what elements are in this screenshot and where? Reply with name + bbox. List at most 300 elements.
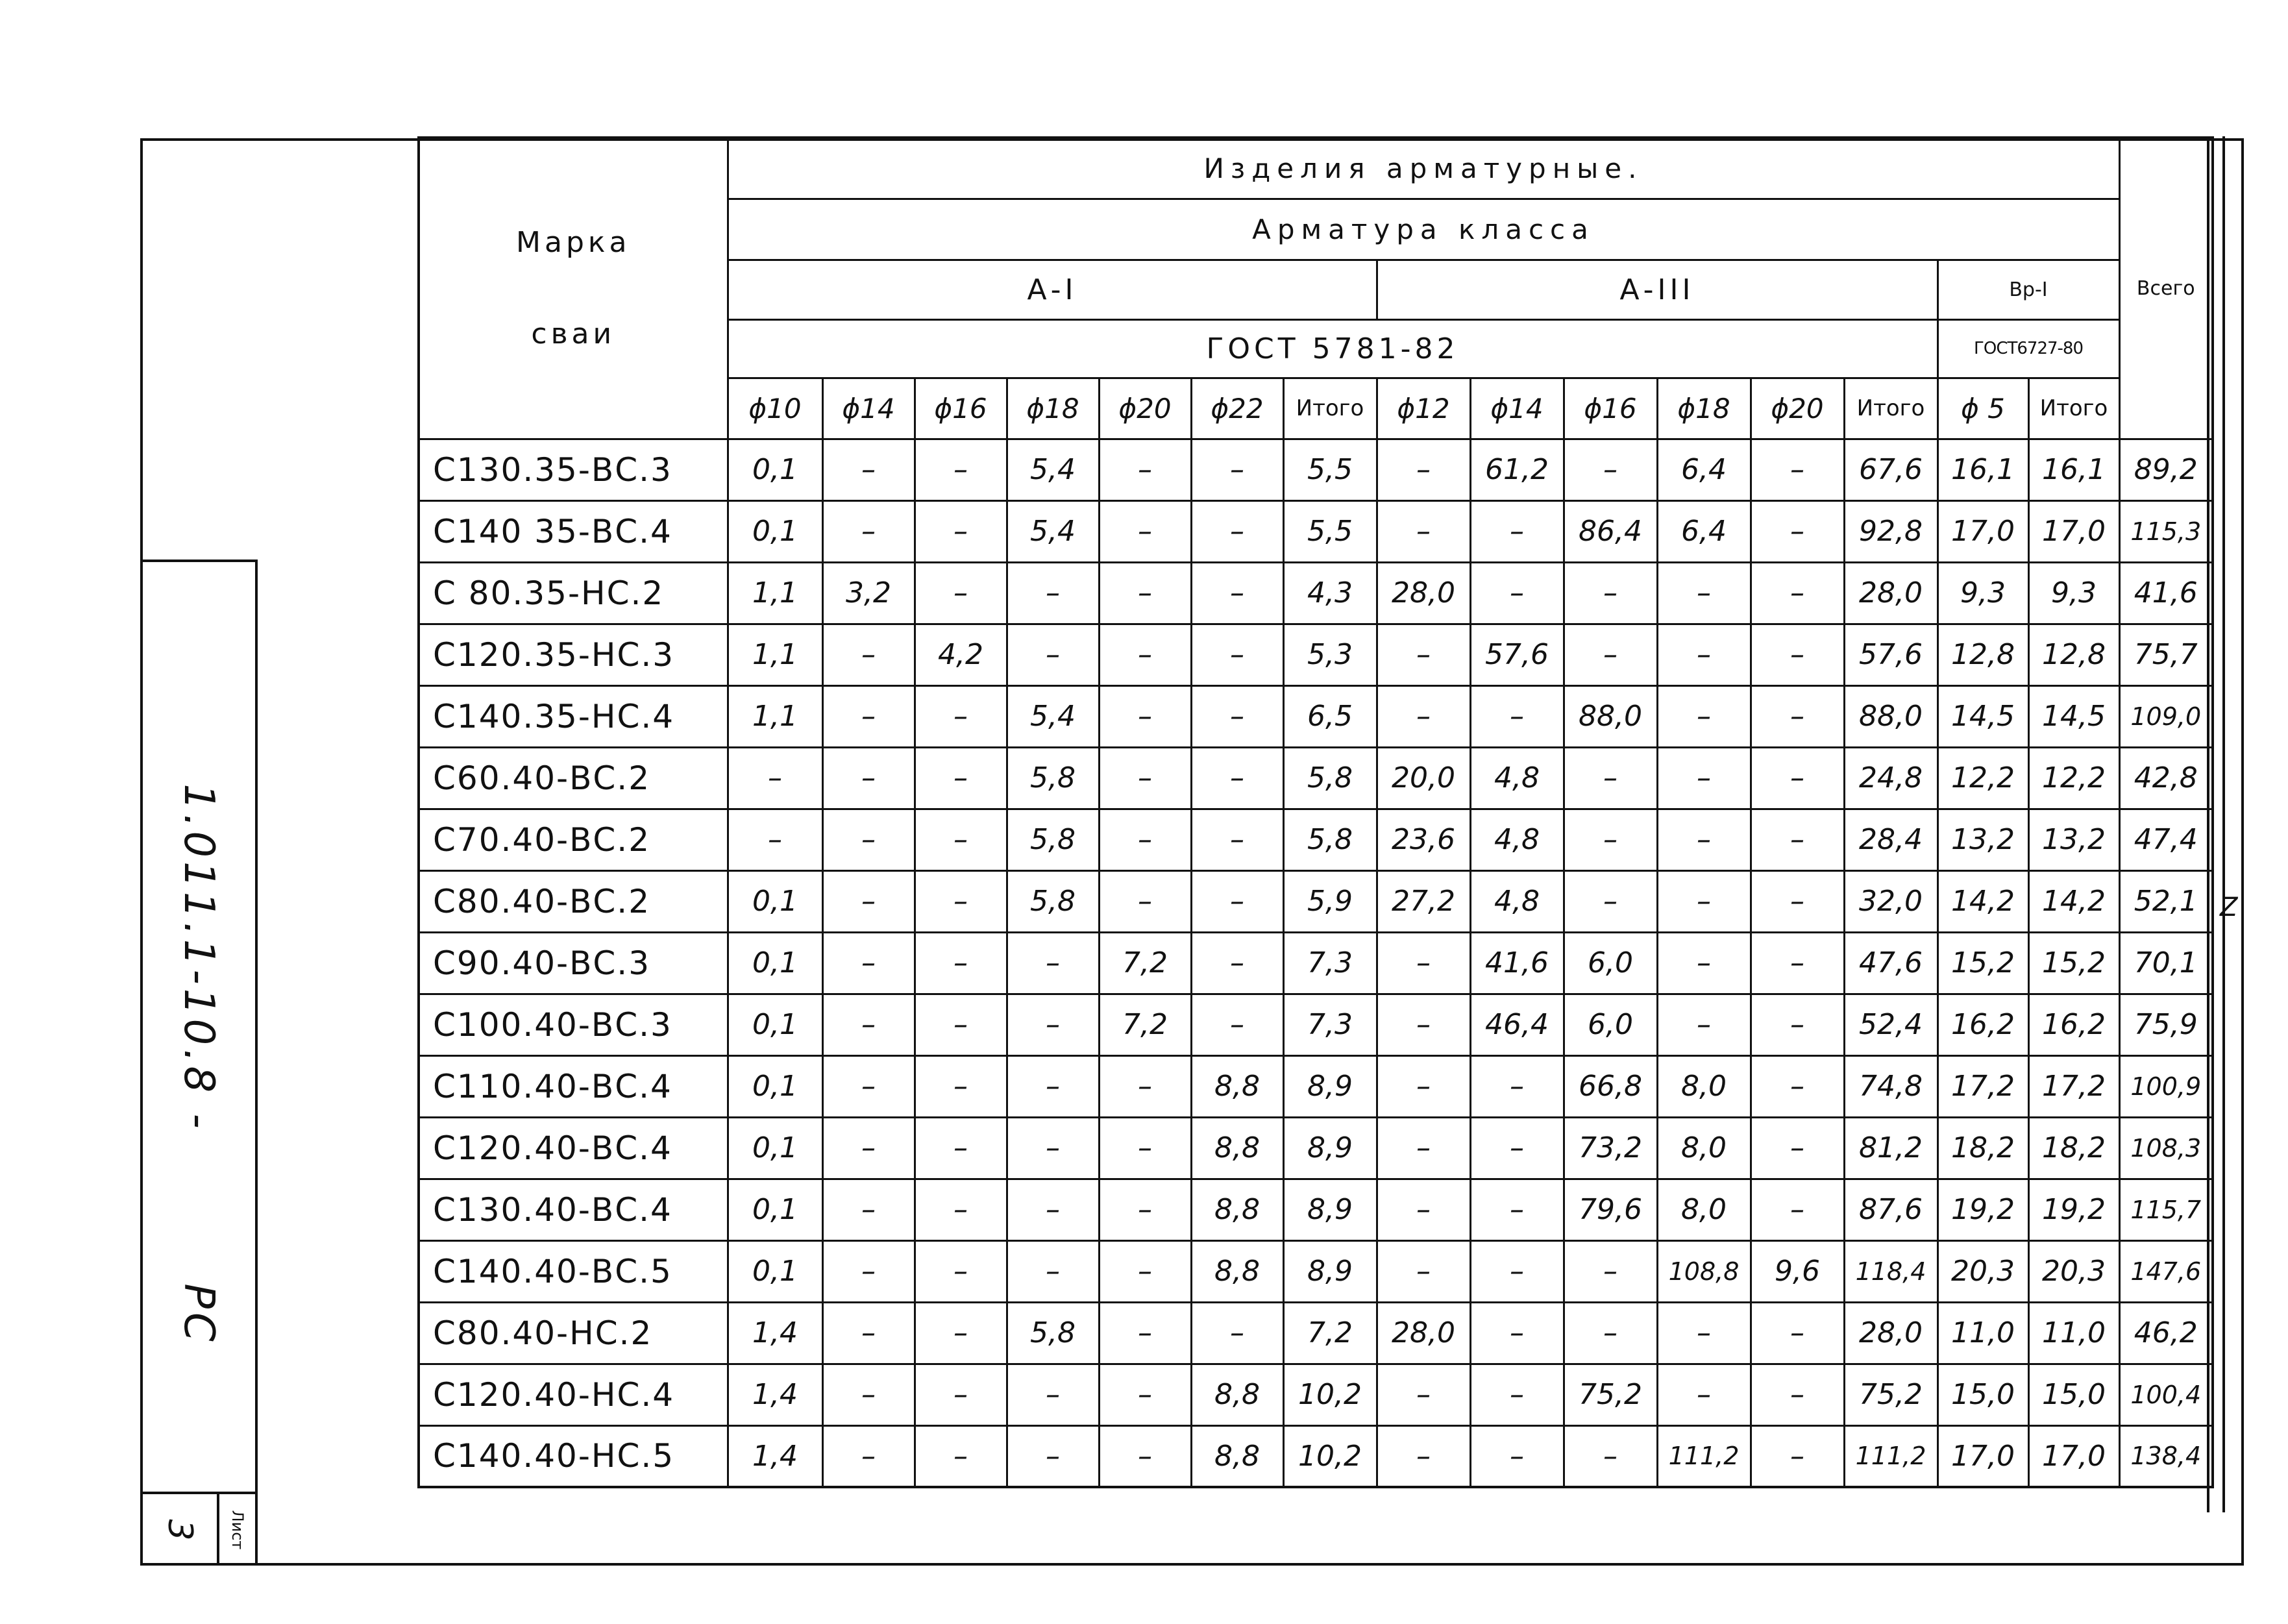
table-cell: 5,8 bbox=[1007, 747, 1099, 809]
table-cell: 5,9 bbox=[1283, 870, 1377, 932]
table-cell: – bbox=[1191, 562, 1283, 624]
table-cell: – bbox=[1007, 624, 1099, 685]
table-cell: – bbox=[915, 747, 1007, 809]
table-cell: – bbox=[1657, 932, 1751, 994]
table-cell: – bbox=[1191, 624, 1283, 685]
table-cell: 5,8 bbox=[1007, 1302, 1099, 1364]
table-cell: 1,4 bbox=[728, 1302, 822, 1364]
table-cell: – bbox=[1191, 747, 1283, 809]
table-cell: – bbox=[1470, 1240, 1564, 1302]
table-cell: 1,1 bbox=[728, 685, 822, 747]
rebar-class-header: Арматура класса bbox=[728, 199, 2119, 260]
table-row bbox=[419, 1179, 2213, 1240]
table-cell: – bbox=[1099, 809, 1191, 870]
pile-mark: С120.40-НС.4 bbox=[419, 1364, 728, 1425]
right-rail-line-inner bbox=[2222, 136, 2225, 1512]
table-cell: 1,1 bbox=[728, 624, 822, 685]
table-row bbox=[419, 1117, 2213, 1179]
table-cell: 0,1 bbox=[728, 1179, 822, 1240]
table-cell: 0,1 bbox=[728, 932, 822, 994]
table-cell: 16,2 bbox=[2028, 994, 2119, 1055]
table-cell: 5,8 bbox=[1283, 809, 1377, 870]
table-cell: – bbox=[1191, 870, 1283, 932]
table-cell: – bbox=[1470, 1055, 1564, 1117]
table-cell: – bbox=[1007, 1240, 1099, 1302]
gost-a-header: ГОСТ 5781-82 bbox=[728, 319, 1937, 378]
table-cell: 5,4 bbox=[1007, 685, 1099, 747]
table-cell: 7,2 bbox=[1099, 994, 1191, 1055]
table-cell: 5,8 bbox=[1283, 747, 1377, 809]
table-cell: – bbox=[822, 439, 915, 500]
pile-mark: С 80.35-НС.2 bbox=[419, 562, 728, 624]
table-cell: – bbox=[1099, 1425, 1191, 1487]
table-cell: 16,1 bbox=[2028, 439, 2119, 500]
diameter-header-12: Итого bbox=[1844, 378, 1937, 439]
mark-header-line2: сваи bbox=[531, 317, 616, 351]
table-cell: 8,8 bbox=[1191, 1240, 1283, 1302]
sheet-label: Лист bbox=[228, 1510, 247, 1550]
table-cell: 7,2 bbox=[1283, 1302, 1377, 1364]
table-cell: – bbox=[1751, 932, 1844, 994]
table-cell: 138,4 bbox=[2119, 1425, 2213, 1487]
table-cell: – bbox=[1377, 685, 1470, 747]
table-cell: 1,4 bbox=[728, 1364, 822, 1425]
table-cell: – bbox=[728, 809, 822, 870]
pile-mark: С90.40-ВС.3 bbox=[419, 932, 728, 994]
table-cell: – bbox=[822, 932, 915, 994]
table-cell: – bbox=[1377, 994, 1470, 1055]
table-cell: – bbox=[1377, 1055, 1470, 1117]
table-cell: 0,1 bbox=[728, 1055, 822, 1117]
table-cell: 12,2 bbox=[2028, 747, 2119, 809]
table-cell: 9,3 bbox=[1937, 562, 2028, 624]
table-row bbox=[419, 1055, 2213, 1117]
table-cell: 17,0 bbox=[2028, 1425, 2119, 1487]
table-cell: 14,2 bbox=[2028, 870, 2119, 932]
table-cell: 12,2 bbox=[1937, 747, 2028, 809]
table-cell: 7,3 bbox=[1283, 932, 1377, 994]
table-cell: 74,8 bbox=[1844, 1055, 1937, 1117]
table-cell: 12,8 bbox=[1937, 624, 2028, 685]
table-cell: – bbox=[1099, 1179, 1191, 1240]
table-cell: – bbox=[1751, 685, 1844, 747]
table-cell: – bbox=[1191, 685, 1283, 747]
table-cell: – bbox=[822, 624, 915, 685]
table-cell: 28,0 bbox=[1844, 562, 1937, 624]
table-cell: – bbox=[1007, 1179, 1099, 1240]
pile-mark: С100.40-ВС.3 bbox=[419, 994, 728, 1055]
table-cell: – bbox=[1657, 1364, 1751, 1425]
table-cell: – bbox=[822, 500, 915, 562]
table-cell: 12,8 bbox=[2028, 624, 2119, 685]
diameter-header-0: ϕ10 bbox=[728, 378, 822, 439]
table-cell: 16,1 bbox=[1937, 439, 2028, 500]
table-row bbox=[419, 809, 2213, 870]
table-cell: 5,4 bbox=[1007, 500, 1099, 562]
table-cell: – bbox=[915, 1425, 1007, 1487]
table-cell: 10,2 bbox=[1283, 1364, 1377, 1425]
table-cell: 6,0 bbox=[1564, 932, 1657, 994]
table-cell: – bbox=[915, 1179, 1007, 1240]
table-cell: 19,2 bbox=[2028, 1179, 2119, 1240]
table-cell: – bbox=[1470, 1179, 1564, 1240]
table-cell: 89,2 bbox=[2119, 439, 2213, 500]
table-cell: – bbox=[1470, 562, 1564, 624]
diameter-header-14: Итого bbox=[2028, 378, 2119, 439]
table-cell: 108,8 bbox=[1657, 1240, 1751, 1302]
table-cell: – bbox=[1564, 439, 1657, 500]
table-cell: – bbox=[1007, 1117, 1099, 1179]
pile-mark: С120.40-ВС.4 bbox=[419, 1117, 728, 1179]
table-cell: 6,5 bbox=[1283, 685, 1377, 747]
table-cell: – bbox=[1191, 439, 1283, 500]
table-cell: – bbox=[1751, 500, 1844, 562]
table-cell: – bbox=[822, 1302, 915, 1364]
pile-mark: С80.40-ВС.2 bbox=[419, 870, 728, 932]
table-cell: – bbox=[822, 809, 915, 870]
table-cell: 14,5 bbox=[1937, 685, 2028, 747]
table-cell: – bbox=[1470, 1425, 1564, 1487]
table-cell: 42,8 bbox=[2119, 747, 2213, 809]
diameter-header-9: ϕ16 bbox=[1564, 378, 1657, 439]
table-row bbox=[419, 500, 2213, 562]
table-cell: 100,9 bbox=[2119, 1055, 2213, 1117]
diameter-header-1: ϕ14 bbox=[822, 378, 915, 439]
table-cell: – bbox=[822, 870, 915, 932]
table-cell: 111,2 bbox=[1657, 1425, 1751, 1487]
table-cell: – bbox=[1751, 1117, 1844, 1179]
table-cell: – bbox=[1377, 500, 1470, 562]
table-row bbox=[419, 747, 2213, 809]
table-cell: – bbox=[1564, 747, 1657, 809]
table-cell: – bbox=[1007, 932, 1099, 994]
table-cell: – bbox=[915, 809, 1007, 870]
table-cell: 5,5 bbox=[1283, 439, 1377, 500]
table-cell: 0,1 bbox=[728, 1117, 822, 1179]
table-cell: 18,2 bbox=[2028, 1117, 2119, 1179]
table-cell: – bbox=[1751, 1302, 1844, 1364]
table-cell: 5,8 bbox=[1007, 809, 1099, 870]
pile-mark: С60.40-ВС.2 bbox=[419, 747, 728, 809]
table-cell: 88,0 bbox=[1564, 685, 1657, 747]
table-cell: – bbox=[1099, 562, 1191, 624]
table-cell: 16,2 bbox=[1937, 994, 2028, 1055]
table-row bbox=[419, 994, 2213, 1055]
table-cell: – bbox=[1751, 1425, 1844, 1487]
diameter-header-5: ϕ22 bbox=[1191, 378, 1283, 439]
table-cell: – bbox=[915, 500, 1007, 562]
table-cell: – bbox=[1564, 870, 1657, 932]
pile-mark: С140.40-ВС.5 bbox=[419, 1240, 728, 1302]
table-cell: 17,2 bbox=[2028, 1055, 2119, 1117]
table-cell: – bbox=[822, 994, 915, 1055]
table-cell: – bbox=[915, 994, 1007, 1055]
table-cell: 70,1 bbox=[2119, 932, 2213, 994]
table-cell: 4,8 bbox=[1470, 747, 1564, 809]
diameter-header-10: ϕ18 bbox=[1657, 378, 1751, 439]
table-cell: – bbox=[822, 1364, 915, 1425]
table-cell: 9,3 bbox=[2028, 562, 2119, 624]
table-cell: – bbox=[915, 1240, 1007, 1302]
diameter-header-11: ϕ20 bbox=[1751, 378, 1844, 439]
table-cell: – bbox=[1751, 562, 1844, 624]
diameter-header-8: ϕ14 bbox=[1470, 378, 1564, 439]
table-cell: 20,3 bbox=[1937, 1240, 2028, 1302]
table-cell: 75,2 bbox=[1564, 1364, 1657, 1425]
table-cell: 13,2 bbox=[1937, 809, 2028, 870]
table-cell: 0,1 bbox=[728, 1240, 822, 1302]
sheet-number-cell bbox=[140, 1494, 219, 1566]
table-cell: – bbox=[1099, 685, 1191, 747]
table-cell: 5,4 bbox=[1007, 439, 1099, 500]
table-cell: 17,0 bbox=[2028, 500, 2119, 562]
table-cell: – bbox=[1099, 1117, 1191, 1179]
table-cell: – bbox=[1377, 1179, 1470, 1240]
table-cell: 11,0 bbox=[1937, 1302, 2028, 1364]
table-cell: – bbox=[822, 1240, 915, 1302]
table-cell: 18,2 bbox=[1937, 1117, 2028, 1179]
table-cell: 115,3 bbox=[2119, 500, 2213, 562]
table-cell: – bbox=[1751, 809, 1844, 870]
table-cell: – bbox=[1099, 624, 1191, 685]
diameter-header-3: ϕ18 bbox=[1007, 378, 1099, 439]
table-cell: – bbox=[915, 870, 1007, 932]
table-cell: – bbox=[1564, 1302, 1657, 1364]
table-cell: 11,0 bbox=[2028, 1302, 2119, 1364]
mark-header-line1: Марка bbox=[516, 226, 631, 260]
table-cell: – bbox=[1657, 624, 1751, 685]
table-cell: – bbox=[1099, 747, 1191, 809]
table-cell: 8,0 bbox=[1657, 1117, 1751, 1179]
table-cell: – bbox=[1564, 1240, 1657, 1302]
table-cell: 19,2 bbox=[1937, 1179, 2028, 1240]
table-cell: 15,0 bbox=[1937, 1364, 2028, 1425]
table-cell: 8,8 bbox=[1191, 1117, 1283, 1179]
table-cell: 109,0 bbox=[2119, 685, 2213, 747]
table-cell: – bbox=[822, 747, 915, 809]
table-cell: 17,0 bbox=[1937, 1425, 2028, 1487]
table-cell: 115,7 bbox=[2119, 1179, 2213, 1240]
table-cell: – bbox=[1657, 1302, 1751, 1364]
table-cell: – bbox=[1191, 809, 1283, 870]
table-cell: – bbox=[1099, 1055, 1191, 1117]
table-cell: 5,5 bbox=[1283, 500, 1377, 562]
table-cell: – bbox=[1007, 994, 1099, 1055]
table-cell: – bbox=[1564, 562, 1657, 624]
table-cell: – bbox=[915, 932, 1007, 994]
table-cell: 8,8 bbox=[1191, 1425, 1283, 1487]
pile-mark: С120.35-НС.3 bbox=[419, 624, 728, 685]
class-vr1-header: Вр-I bbox=[1937, 260, 2119, 319]
table-cell: – bbox=[1099, 439, 1191, 500]
table-cell: – bbox=[1564, 1425, 1657, 1487]
table-row bbox=[419, 932, 2213, 994]
products-header: Изделия арматурные. bbox=[728, 138, 2119, 199]
table-row bbox=[419, 1425, 2213, 1487]
table-cell: 111,2 bbox=[1844, 1425, 1937, 1487]
table-cell: – bbox=[822, 1425, 915, 1487]
pile-mark: С130.35-ВС.3 bbox=[419, 439, 728, 500]
table-cell: 6,4 bbox=[1657, 439, 1751, 500]
table-cell: 15,2 bbox=[2028, 932, 2119, 994]
table-cell: – bbox=[1007, 1055, 1099, 1117]
table-cell: – bbox=[1007, 562, 1099, 624]
table-cell: 52,1 bbox=[2119, 870, 2213, 932]
table-cell: – bbox=[915, 1117, 1007, 1179]
table-cell: 14,2 bbox=[1937, 870, 2028, 932]
table-cell: – bbox=[1470, 1117, 1564, 1179]
gost-b-header: ГОСТ6727-80 bbox=[1937, 319, 2119, 378]
table-cell: – bbox=[1191, 994, 1283, 1055]
table-cell: 57,6 bbox=[1470, 624, 1564, 685]
diameter-header-2: ϕ16 bbox=[915, 378, 1007, 439]
table-cell: 7,3 bbox=[1283, 994, 1377, 1055]
table-cell: 28,0 bbox=[1377, 562, 1470, 624]
table-cell: 88,0 bbox=[1844, 685, 1937, 747]
grand-total-header: Всего bbox=[2119, 138, 2213, 439]
table-cell: – bbox=[1470, 685, 1564, 747]
table-cell: – bbox=[1099, 1364, 1191, 1425]
table-cell: 108,3 bbox=[2119, 1117, 2213, 1179]
table-cell: – bbox=[1099, 1240, 1191, 1302]
table-cell: 57,6 bbox=[1844, 624, 1937, 685]
table-cell: 23,6 bbox=[1377, 809, 1470, 870]
sheet-number: 3 bbox=[160, 1519, 199, 1541]
table-cell: – bbox=[1099, 870, 1191, 932]
table-cell: 46,4 bbox=[1470, 994, 1564, 1055]
table-cell: – bbox=[1564, 624, 1657, 685]
table-cell: 4,2 bbox=[915, 624, 1007, 685]
table-cell: – bbox=[1377, 439, 1470, 500]
table-cell: 17,0 bbox=[1937, 500, 2028, 562]
diameter-header-6: Итого bbox=[1283, 378, 1377, 439]
table-cell: 92,8 bbox=[1844, 500, 1937, 562]
table-cell: 10,2 bbox=[1283, 1425, 1377, 1487]
table-cell: – bbox=[1377, 932, 1470, 994]
table-cell: – bbox=[822, 685, 915, 747]
table-cell: 27,2 bbox=[1377, 870, 1470, 932]
table-cell: – bbox=[822, 1117, 915, 1179]
table-cell: – bbox=[1191, 1302, 1283, 1364]
table-cell: 8,0 bbox=[1657, 1055, 1751, 1117]
pile-mark: С130.40-ВС.4 bbox=[419, 1179, 728, 1240]
pile-mark: С70.40-ВС.2 bbox=[419, 809, 728, 870]
table-row bbox=[419, 624, 2213, 685]
diameter-header-7: ϕ12 bbox=[1377, 378, 1470, 439]
table-cell: 5,8 bbox=[1007, 870, 1099, 932]
document-code bbox=[175, 783, 223, 1345]
table-cell: – bbox=[1751, 1179, 1844, 1240]
table-row bbox=[419, 1302, 2213, 1364]
table-cell: 28,0 bbox=[1844, 1302, 1937, 1364]
table-cell: 41,6 bbox=[2119, 562, 2213, 624]
pile-mark: С140.35-НС.4 bbox=[419, 685, 728, 747]
table-cell: 75,2 bbox=[1844, 1364, 1937, 1425]
table-cell: – bbox=[1377, 624, 1470, 685]
table-cell: – bbox=[1377, 1364, 1470, 1425]
table-cell: 0,1 bbox=[728, 994, 822, 1055]
table-row bbox=[419, 1240, 2213, 1302]
table-cell: 79,6 bbox=[1564, 1179, 1657, 1240]
table-cell: – bbox=[1657, 685, 1751, 747]
table-cell: 8,0 bbox=[1657, 1179, 1751, 1240]
table-cell: 20,3 bbox=[2028, 1240, 2119, 1302]
table-cell: – bbox=[1751, 870, 1844, 932]
table-cell: 4,8 bbox=[1470, 870, 1564, 932]
table-cell: – bbox=[822, 1179, 915, 1240]
table-cell: – bbox=[1751, 994, 1844, 1055]
table-cell: 9,6 bbox=[1751, 1240, 1844, 1302]
table-cell: – bbox=[1099, 1302, 1191, 1364]
table-cell: – bbox=[1657, 562, 1751, 624]
table-cell: – bbox=[1377, 1425, 1470, 1487]
table-cell: 67,6 bbox=[1844, 439, 1937, 500]
table-cell: – bbox=[1751, 624, 1844, 685]
table-cell: 13,2 bbox=[2028, 809, 2119, 870]
table-cell: – bbox=[822, 1055, 915, 1117]
table-cell: 8,8 bbox=[1191, 1055, 1283, 1117]
table-cell: 75,7 bbox=[2119, 624, 2213, 685]
table-cell: 73,2 bbox=[1564, 1117, 1657, 1179]
table-cell: 20,0 bbox=[1377, 747, 1470, 809]
table-cell: 8,8 bbox=[1191, 1179, 1283, 1240]
table-cell: 87,6 bbox=[1844, 1179, 1937, 1240]
table-cell: 3,2 bbox=[822, 562, 915, 624]
table-cell: 46,2 bbox=[2119, 1302, 2213, 1364]
table-cell: – bbox=[915, 1302, 1007, 1364]
table-cell: – bbox=[1657, 870, 1751, 932]
table-cell: 15,2 bbox=[1937, 932, 2028, 994]
mark-header-cell bbox=[419, 138, 728, 439]
table-cell: 41,6 bbox=[1470, 932, 1564, 994]
table-cell: – bbox=[915, 685, 1007, 747]
document-subtitle: РС bbox=[175, 1283, 223, 1346]
table-cell: 52,4 bbox=[1844, 994, 1937, 1055]
table-cell: 6,4 bbox=[1657, 500, 1751, 562]
table-cell: – bbox=[1657, 747, 1751, 809]
table-cell: 8,8 bbox=[1191, 1364, 1283, 1425]
table-cell: 8,9 bbox=[1283, 1055, 1377, 1117]
pile-mark: С140 35-ВС.4 bbox=[419, 500, 728, 562]
table-cell: 8,9 bbox=[1283, 1240, 1377, 1302]
table-cell: 147,6 bbox=[2119, 1240, 2213, 1302]
table-cell: – bbox=[1751, 1055, 1844, 1117]
table-row bbox=[419, 562, 2213, 624]
table-cell: 24,8 bbox=[1844, 747, 1937, 809]
table-cell: – bbox=[915, 439, 1007, 500]
rebar-specification-table bbox=[417, 136, 2214, 1488]
table-cell: 6,0 bbox=[1564, 994, 1657, 1055]
table-cell: 32,0 bbox=[1844, 870, 1937, 932]
table-cell: – bbox=[915, 1364, 1007, 1425]
table-row bbox=[419, 685, 2213, 747]
table-cell: – bbox=[1191, 500, 1283, 562]
pile-mark: С110.40-ВС.4 bbox=[419, 1055, 728, 1117]
table-cell: – bbox=[1377, 1240, 1470, 1302]
table-cell: 7,2 bbox=[1099, 932, 1191, 994]
table-cell: 86,4 bbox=[1564, 500, 1657, 562]
table-cell: 61,2 bbox=[1470, 439, 1564, 500]
diameter-header-13: ϕ 5 bbox=[1937, 378, 2028, 439]
table-cell: 8,9 bbox=[1283, 1117, 1377, 1179]
table-cell: 47,4 bbox=[2119, 809, 2213, 870]
table-cell: 1,1 bbox=[728, 562, 822, 624]
table-cell: – bbox=[1470, 1364, 1564, 1425]
table-cell: 66,8 bbox=[1564, 1055, 1657, 1117]
table-row bbox=[419, 1364, 2213, 1425]
table-cell: 0,1 bbox=[728, 500, 822, 562]
table-cell: 81,2 bbox=[1844, 1117, 1937, 1179]
